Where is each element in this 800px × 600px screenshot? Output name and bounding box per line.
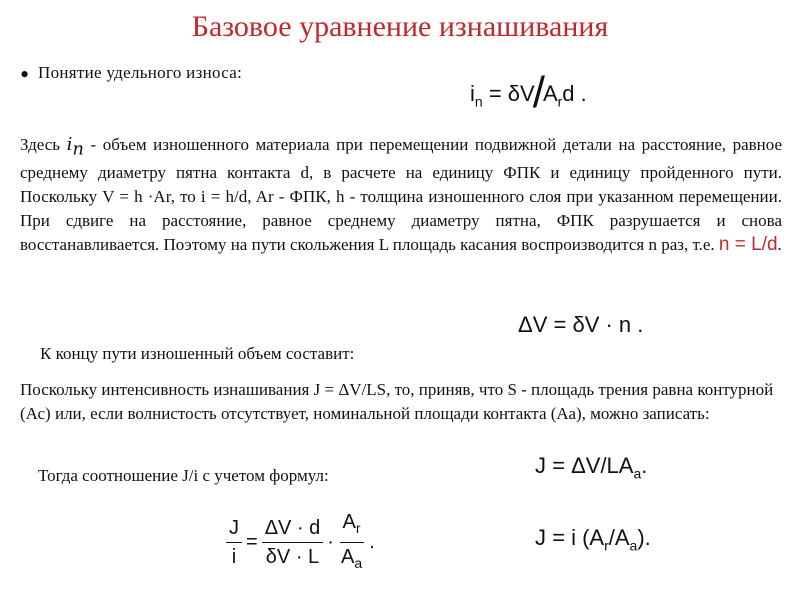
formula-ji-sub2: a (629, 537, 638, 554)
ratio-end: . (369, 531, 375, 553)
formula-in-den-tail: d . (562, 81, 587, 106)
wear-end-text: К концу пути изношенный объем составит: (40, 344, 355, 363)
fraction-2-numerator: ΔV · d (262, 516, 324, 543)
formula-j-end: . (641, 453, 648, 478)
formula-j-sub: a (633, 465, 642, 482)
fraction-dv-over-dvl (262, 516, 324, 569)
fraction-3-num-base: A (342, 511, 356, 533)
concept-label: Понятие удельного износа: (38, 63, 243, 82)
ratio-dot: · (327, 531, 334, 553)
fraction-3-den-base: A (340, 546, 355, 568)
formula-j-over-i (535, 525, 651, 553)
then-text: Тогда соотношение J/i с учетом формул: (38, 466, 329, 485)
fraction-1-denominator: i (231, 546, 237, 568)
fraction-slash-icon: / (532, 68, 545, 117)
formula-specific-wear (470, 62, 587, 117)
formula-in-lhs-sub: n (474, 93, 483, 110)
formula-in-den: A (542, 81, 558, 106)
formula-in-den-sub: r (557, 93, 563, 110)
formula-ji-end: ). (637, 525, 651, 550)
page-title: Базовое уравнение изнашивания (191, 10, 609, 43)
fraction-3-numerator (340, 510, 364, 543)
formula-j-main: J = ΔV/LA (535, 453, 634, 478)
formula-delta-v: ΔV = δV · n . (518, 312, 644, 337)
fraction-1-numerator: J (226, 516, 242, 543)
paragraph-symbol: i (66, 134, 73, 155)
paragraph-text: - объем изношенного материала при перемещении подвижной детали на расстояние, равное среднему диаметру пятна контакта d, в расчете на единицу ФПК и единицу пройденного пути. Поскольку V = h ·Ar, то i = h/d, Ar - ФПК, h - толщина изношенного слоя при указанном перемещении. При сдвиге на расстояние, равное среднему диаметру пятна, ФПК разрушается и снова восстанавливается. Поэтому на пути скольжения L площадь касания воспроизводится n раз, т.е. (20, 135, 782, 255)
ratio-equals: = (246, 531, 258, 553)
paragraph-lead: Здесь (20, 135, 61, 154)
formula-in-lhs: i (470, 81, 475, 106)
bullet-icon: • (20, 60, 30, 89)
formula-ji-mid: /A (608, 525, 630, 550)
fraction-j-over-i (226, 516, 242, 569)
fraction-3-num-sub: r (355, 520, 361, 536)
formula-intensity (535, 453, 647, 481)
formula-ji-sub1: r (604, 537, 609, 554)
intensity-paragraph: Поскольку интенсивность изнашивания J = ΔV/LS, то, приняв, что S - площадь трения равна контурной (Ас) или, если волнистость отсутствует, номинальной площади контакта (Аа), можно записать: (20, 380, 774, 423)
paragraph-symbol-sub: n (72, 138, 84, 160)
paragraph-highlight: n = L/d (718, 234, 778, 256)
explanation-paragraph (20, 133, 782, 257)
fraction-3-denominator (338, 543, 365, 575)
formula-ratio (222, 510, 375, 575)
fraction-ar-over-aa (338, 510, 365, 575)
paragraph-end: . (777, 235, 782, 255)
fraction-2-denominator: δV · L (265, 546, 320, 568)
formula-in-eq: = δV (488, 81, 535, 106)
formula-ji-pre: J = i (A (535, 525, 605, 550)
fraction-3-den-sub: a (354, 555, 363, 571)
